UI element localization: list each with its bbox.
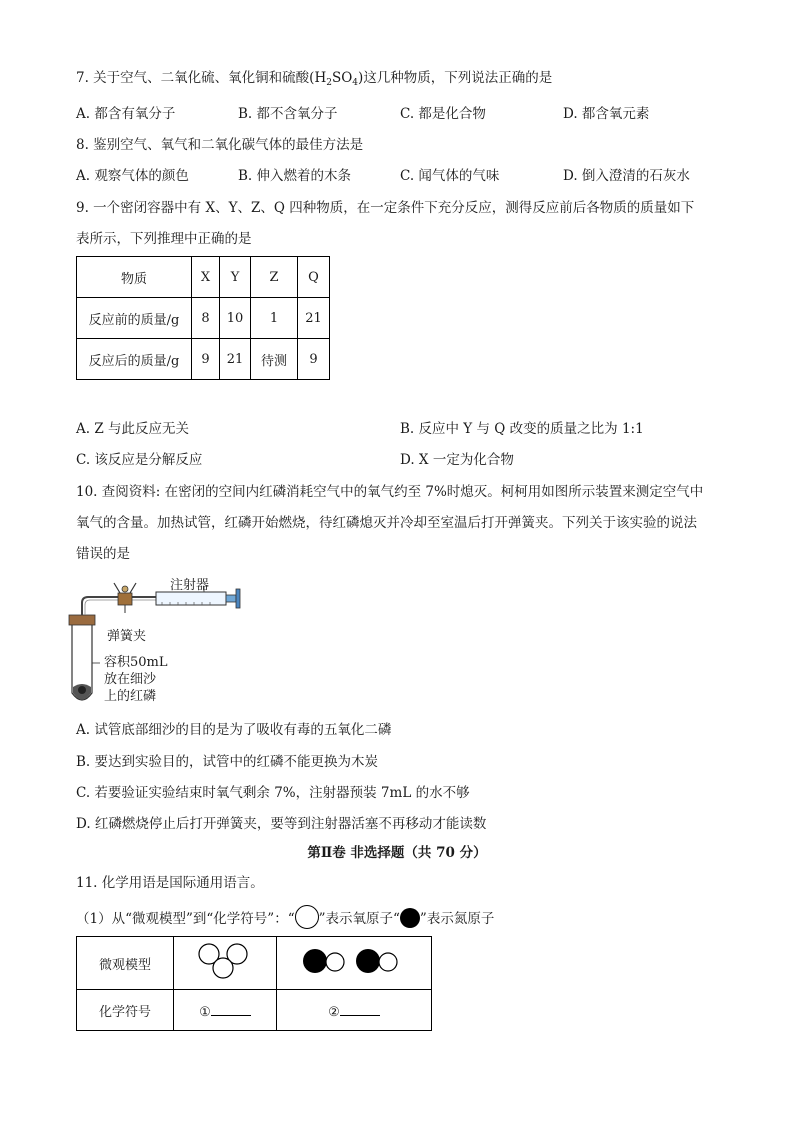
o3-molecule-model [195,940,255,982]
q7-stem-text-end: 这几种物质，下列说法正确的是 [363,70,553,86]
q9-mass-table [76,256,330,380]
answer-cell-2 [277,990,432,1031]
q8-stem: 8. 鉴别空气、氧气和二氧化碳气体的最佳方法是 [76,137,364,153]
q11-stem: 11. 化学用语是国际通用语言。 [76,875,264,891]
formula-so: SO [331,70,353,86]
q10-option-c: C. 若要验证实验结束时氧气剩余 7%，注射器预装 7mL 的水不够 [76,785,470,801]
table-cell: 21 [298,298,330,339]
table-cell: 反应后的质量/g [77,339,192,380]
red-phosphorus [78,686,86,694]
q7-option-b: B. 都不含氧分子 [238,106,338,122]
row-label-model: 微观模型 [77,937,174,990]
q11-sub1-mid: ”表示氧原子“ [318,911,400,927]
answer-1-marker: ① [199,1004,211,1020]
formula-h2so4: $(H_2SO_4)$ [309,70,364,88]
q10-option-b: B. 要达到实验目的，试管中的红磷不能更换为木炭 [76,754,379,770]
q9-option-c: C. 该反应是分解反应 [76,452,203,468]
table-header-cell: Y [220,257,251,298]
label-tube-1: 容积50mL [104,655,168,670]
q11-sub1-end: ”表示氮原子 [419,911,495,927]
rubber-stopper [69,615,95,625]
nitrogen-atom-icon [400,908,420,928]
table-cell: 待测 [251,339,298,380]
q7-stem [76,68,552,93]
section-title: 第Ⅱ卷 非选择题（共 70 分） [307,845,487,861]
q9-option-d: D. X 一定为化合物 [400,452,514,468]
q7-stem-text: 7. 关于空气、二氧化硫、氧化铜和硫酸 [76,70,310,86]
table-header-cell: X [192,257,220,298]
table-header-cell: 物质 [77,257,192,298]
table-cell: 反应前的质量/g [77,298,192,339]
q9-option-b: B. 反应中 Y 与 Q 改变的质量之比为 1:1 [400,421,644,437]
table-cell: 9 [298,339,330,380]
experiment-apparatus-figure [66,575,256,710]
formula-h: H [314,70,327,86]
q8-option-c: C. 闻气体的气味 [400,168,500,184]
q10-option-a: A. 试管底部细沙的目的是为了吸收有毒的五氧化二磷 [76,722,392,738]
q9-option-a: A. Z 与此反应无关 [76,421,190,437]
answer-1-blank[interactable] [211,1001,251,1016]
q10-stem-line3: 错误的是 [76,546,130,562]
table-cell: 8 [192,298,220,339]
q11-model-table [76,936,432,1031]
table-cell: 9 [192,339,220,380]
q11-sub1-text: （1）从“微观模型”到“化学符号”：“ [76,911,295,927]
q10-stem-line2: 氧气的含量。加热试管，红磷开始燃烧，待红磷熄灭并冷却至室温后打开弹簧夹。下列关于该实验的说法 [76,515,697,531]
q10-option-d: D. 红磷燃烧停止后打开弹簧夹，要等到注射器活塞不再移动才能读数 [76,816,487,832]
no-model-cell [277,937,432,990]
q8-option-a: A. 观察气体的颜色 [76,168,189,184]
formula-sub-4: 4 [352,78,359,88]
q8-option-d: D. 倒入澄清的石灰水 [563,168,690,184]
table-cell: 1 [251,298,298,339]
formula-sub-2: 2 [326,78,332,88]
2no-molecule-model [302,946,406,976]
answer-2-blank[interactable] [340,1001,380,1016]
oxygen-atom-icon [295,905,319,929]
label-tube-3: 上的红磷 [104,689,157,704]
q11-sub1 [76,905,494,929]
q9-stem-line1: 9. 一个密闭容器中有 X、Y、Z、Q 四种物质，在一定条件下充分反应，测得反应前后各物质的质量如下 [76,200,695,216]
answer-cell-1 [174,990,277,1031]
label-spring-clamp: 弹簧夹 [107,629,147,644]
table-cell: 21 [220,339,251,380]
ozone-model-cell [174,937,277,990]
table-header-cell: Q [298,257,330,298]
row-label-symbol: 化学符号 [77,990,174,1031]
answer-2-marker: ② [328,1004,340,1020]
table-header-cell: Z [251,257,298,298]
q7-option-c: C. 都是化合物 [400,106,486,122]
q8-option-b: B. 伸入燃着的木条 [238,168,352,184]
q9-stem-line2: 表所示，下列推理中正确的是 [76,231,252,247]
table-cell: 10 [220,298,251,339]
label-tube-2: 放在细沙 [104,672,157,687]
q10-stem-line1: 10. 查阅资料: 在密闭的空间内红磷消耗空气中的氧气约至 7%时熄灭。柯柯用如图所示装置来测定空气中 [76,484,704,500]
label-syringe: 注射器 [170,578,210,593]
q7-option-d: D. 都含氧元素 [563,106,650,122]
q7-option-a: A. 都含有氧分子 [76,106,176,122]
